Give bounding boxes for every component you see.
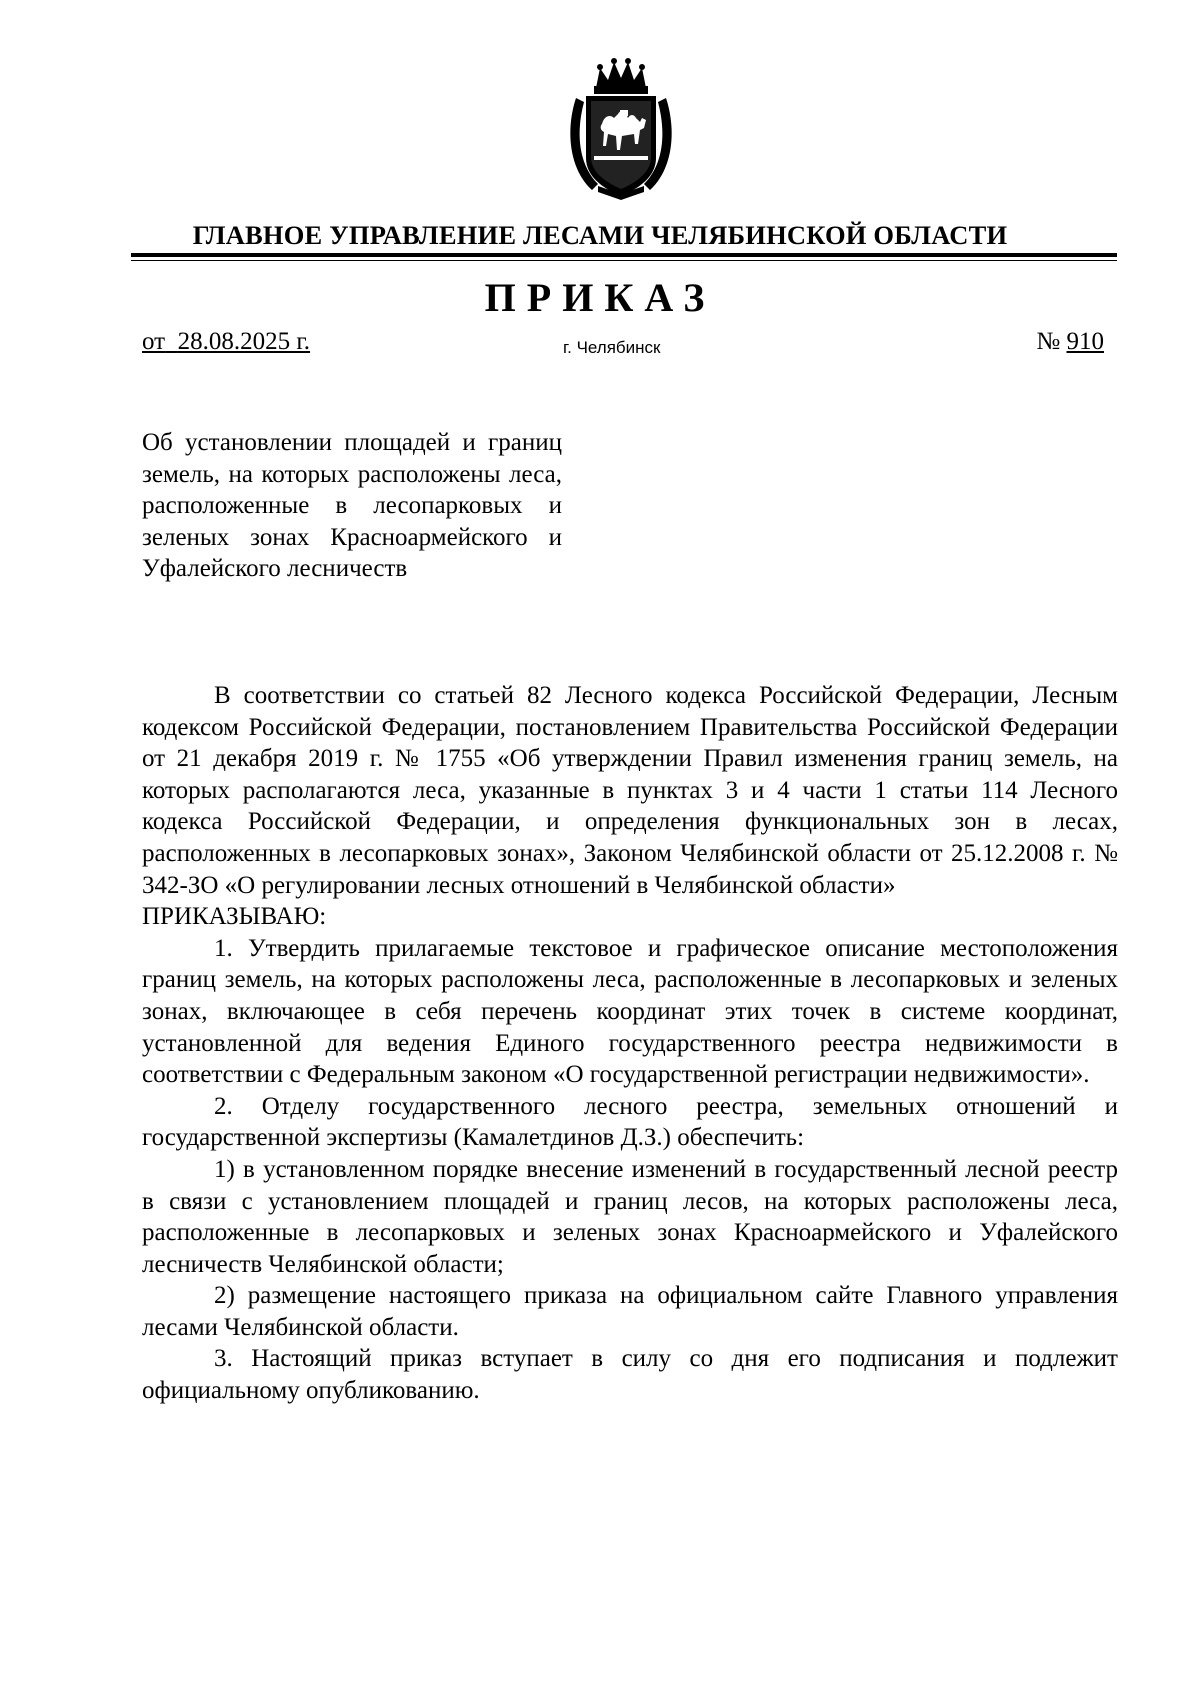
header-divider-thick <box>131 253 1117 257</box>
order-item-2: 2. Отделу государственного лесного реестра, земельных отношений и государственной экспертизы (Камалетдинов Д.З.) обеспечить: <box>142 1092 1118 1152</box>
order-item-1: 1. Утвердить прилагаемые текстовое и графическое описание местоположения границ земель, на которых расположены леса, расположенные в лесопарковых и зеленых зонах, включающее в себя перечень координат этих точек в системе координат, установленной для ведения Единого государственного реестра недвижимости в соответствии с Федеральным законом «О государственной регистрации недвижимости». <box>142 934 1118 1089</box>
order-directive-word: ПРИКАЗЫВАЮ: <box>142 903 327 931</box>
organization-name: ГЛАВНОЕ УПРАВЛЕНИЕ ЛЕСАМИ ЧЕЛЯБИНСКОЙ ОБЛАСТИ <box>192 220 1008 250</box>
order-item-2-subitem-1: 1) в установленном порядке внесение изменений в государственный лесной реестр в связи с установлением площадей и границ лесов, на которых расположены леса, расположенные в лесопарковых и зеленых зонах Красноармейского и Уфалейского лесничеств Челябинской области; <box>142 1155 1118 1278</box>
order-city: г. Челябинск <box>563 338 661 357</box>
order-date <box>142 328 310 356</box>
preamble-paragraph: В соответствии со статьей 82 Лесного кодекса Российской Федерации, Лесным кодексом Российской Федерации, постановлением Правительства Российской Федерации от 21 декабря 2019 г. № 1755 «Об утверждении Правил изменения границ земель, на которых располагаются леса, указанные в пунктах 3 и 4 части 1 статьи 114 Лесного кодекса Российской Федерации, и определения функциональных зон в лесах, расположенных в лесопарковых зонах», Законом Челябинской области от 25.12.2008 г. № 342-ЗО «О регулировании лесных отношений в Челябинской области» <box>142 682 1118 899</box>
header-divider-thin <box>131 260 1117 261</box>
number-prefix: № <box>1036 328 1061 355</box>
chelyabinsk-coat-of-arms-icon <box>562 58 680 200</box>
date-value: 28.08.2025 г. <box>177 328 311 355</box>
order-number <box>1036 328 1104 356</box>
order-item-3: 3. Настоящий приказ вступает в силу со дня его подписания и подлежит официальному опубликованию. <box>142 1345 1118 1405</box>
order-body <box>142 680 1118 1407</box>
order-item-2-subitem-2: 2) размещение настоящего приказа на официальном сайте Главного управления лесами Челябинской области. <box>142 1282 1118 1341</box>
document-type-title: ПРИКАЗ <box>484 275 716 320</box>
date-prefix: от <box>142 328 166 355</box>
number-value: 910 <box>1066 328 1104 355</box>
order-subject: Об установлении площадей и границ земель, на которых расположены леса, расположенные в лесопарковых и зеленых зонах Красноармейского и Уфалейского лесничеств <box>142 429 562 582</box>
